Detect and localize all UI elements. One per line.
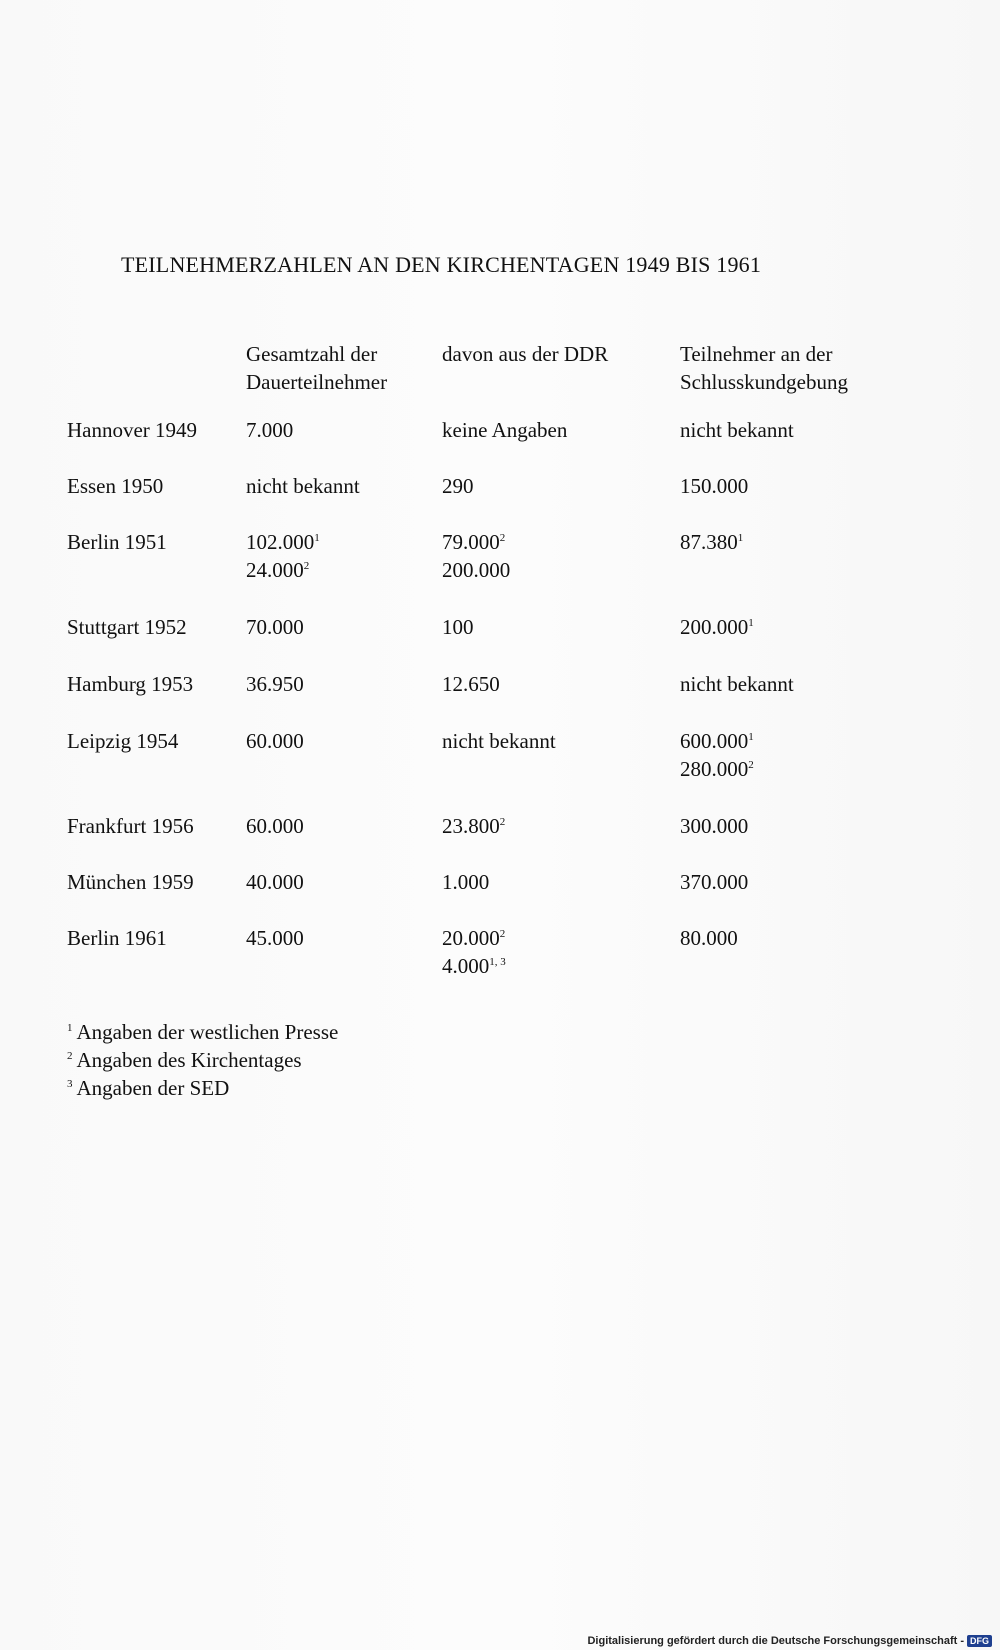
table-cell-col3 [680, 670, 794, 698]
value-text: 280.000 [680, 757, 749, 781]
row-place-year: Hannover 1949 [67, 418, 198, 442]
table-cell-col3 [680, 528, 743, 556]
value-text: 60.000 [246, 814, 304, 838]
table-cell-col2 [442, 727, 556, 755]
column-header-line: davon aus der DDR [442, 342, 609, 366]
value-text: 290 [442, 474, 474, 498]
value-text: 60.000 [246, 729, 304, 753]
table-cell-col1 [246, 924, 304, 952]
row-place-year: Berlin 1961 [67, 926, 167, 950]
value-text: 4.000 [442, 954, 490, 978]
column-header-line: Dauerteilnehmer [246, 370, 388, 394]
value-text: nicht bekannt [680, 418, 794, 442]
footnote-ref: 1, 3 [489, 956, 506, 968]
cell-value [246, 613, 304, 641]
row-place-year: Stuttgart 1952 [67, 615, 187, 639]
cell-value [442, 812, 505, 840]
table-cell-col3 [680, 416, 794, 444]
value-text: 24.000 [246, 558, 304, 582]
row-place-year: Leipzig 1954 [67, 729, 179, 753]
value-text: nicht bekannt [246, 474, 360, 498]
value-text: 200.000 [680, 615, 749, 639]
cell-value [246, 556, 320, 584]
table-cell-col2 [442, 416, 567, 444]
cell-value [680, 924, 738, 952]
cell-value [246, 416, 293, 444]
table-cell-col2 [442, 812, 505, 840]
value-text: 80.000 [680, 926, 738, 950]
cell-value [680, 868, 748, 896]
value-text: 79.000 [442, 530, 500, 554]
footnote-text: Angaben der SED [76, 1076, 230, 1100]
table-cell-col2 [442, 528, 510, 584]
cell-value [246, 924, 304, 952]
footnote-mark: 3 [67, 1078, 73, 1090]
value-text: 12.650 [442, 672, 500, 696]
value-text: 1.000 [442, 870, 490, 894]
table-cell-col3 [680, 812, 748, 840]
value-text: nicht bekannt [680, 672, 794, 696]
cell-value [680, 416, 794, 444]
column-header-schlusskundgebung [680, 340, 848, 396]
table-cell-col2 [442, 868, 489, 896]
credit-text: Digitalisierung gefördert durch die Deutsche Forschungsgemeinschaft - [587, 1635, 964, 1647]
row-place-year: Essen 1950 [67, 474, 164, 498]
table-cell-col1 [246, 528, 320, 584]
footnote-ref: 1 [737, 532, 744, 544]
value-text: 150.000 [680, 474, 749, 498]
value-text: nicht bekannt [442, 729, 556, 753]
cell-value [442, 528, 510, 556]
cell-value [246, 812, 304, 840]
row-place-year: Hamburg 1953 [67, 672, 194, 696]
table-cell-col1 [246, 727, 304, 755]
cell-value [442, 613, 474, 641]
value-text: 20.000 [442, 926, 500, 950]
footnote [67, 1046, 338, 1074]
table-cell-col3 [680, 727, 754, 783]
footnote-ref: 1 [748, 617, 754, 629]
value-text: 200.000 [442, 558, 511, 582]
cell-value [680, 755, 754, 783]
table-cell-col1 [246, 416, 293, 444]
cell-value [442, 868, 489, 896]
cell-value [680, 812, 748, 840]
footnote-ref: 1 [748, 731, 754, 743]
cell-value [246, 472, 360, 500]
table-cell-col3 [680, 868, 748, 896]
row-place-year: Berlin 1951 [67, 530, 167, 554]
table-cell-col1 [246, 613, 304, 641]
cell-value [442, 556, 510, 584]
cell-value [246, 528, 320, 556]
digitization-credit [587, 1635, 992, 1647]
table-cell-col2 [442, 613, 474, 641]
footnote-ref: 2 [499, 928, 506, 940]
column-header-dauerteilnehmer [246, 340, 387, 396]
cell-value [246, 868, 304, 896]
row-place-year: München 1959 [67, 870, 194, 894]
cell-value [680, 727, 754, 755]
footnote-mark: 2 [67, 1050, 73, 1062]
value-text: keine Angaben [442, 418, 568, 442]
page-title: TEILNEHMERZAHLEN AN DEN KIRCHENTAGEN 1949 BIS 1961 [121, 252, 762, 277]
footnote [67, 1018, 338, 1046]
footnote-mark: 1 [67, 1022, 73, 1034]
column-header-line: Gesamtzahl der [246, 342, 378, 366]
cell-value [680, 472, 748, 500]
footnote-text: Angaben der westlichen Presse [76, 1020, 339, 1044]
value-text: 102.000 [246, 530, 315, 554]
cell-value [442, 727, 556, 755]
cell-value [246, 670, 304, 698]
footnote-ref: 1 [314, 532, 320, 544]
cell-value [680, 528, 743, 556]
footnote [67, 1074, 338, 1102]
cell-value [442, 472, 474, 500]
table-cell-col2 [442, 924, 506, 980]
value-text: 45.000 [246, 926, 304, 950]
value-text: 7.000 [246, 418, 294, 442]
value-text: 40.000 [246, 870, 304, 894]
cell-value [442, 416, 567, 444]
table-cell-col3 [680, 613, 754, 641]
value-text: 87.380 [680, 530, 738, 554]
footnote-ref: 2 [303, 560, 310, 572]
table-cell-col1 [246, 868, 304, 896]
table-cell-col2 [442, 670, 500, 698]
footnote-ref: 2 [499, 816, 506, 828]
value-text: 23.800 [442, 814, 500, 838]
footnotes [67, 1018, 338, 1102]
value-text: 100 [442, 615, 474, 639]
footnote-text: Angaben des Kirchentages [76, 1048, 302, 1072]
column-header-line: Teilnehmer an der [680, 342, 833, 366]
table-cell-col3 [680, 924, 738, 952]
value-text: 370.000 [680, 870, 749, 894]
value-text: 300.000 [680, 814, 749, 838]
value-text: 70.000 [246, 615, 304, 639]
cell-value [442, 952, 506, 980]
row-place-year: Frankfurt 1956 [67, 814, 194, 838]
footnote-ref: 2 [499, 532, 506, 544]
table-cell-col1 [246, 812, 304, 840]
column-header-line: Schlusskundgebung [680, 370, 848, 394]
cell-value [680, 670, 794, 698]
cell-value [680, 613, 754, 641]
value-text: 600.000 [680, 729, 749, 753]
cell-value [442, 670, 500, 698]
cell-value [246, 727, 304, 755]
table-cell-col1 [246, 670, 304, 698]
column-header-ddr [442, 340, 608, 368]
dfg-logo: DFG [967, 1635, 992, 1647]
value-text: 36.950 [246, 672, 304, 696]
footnote-ref: 2 [748, 759, 754, 771]
cell-value [442, 924, 506, 952]
table-cell-col3 [680, 472, 748, 500]
table-cell-col2 [442, 472, 474, 500]
table-cell-col1 [246, 472, 360, 500]
